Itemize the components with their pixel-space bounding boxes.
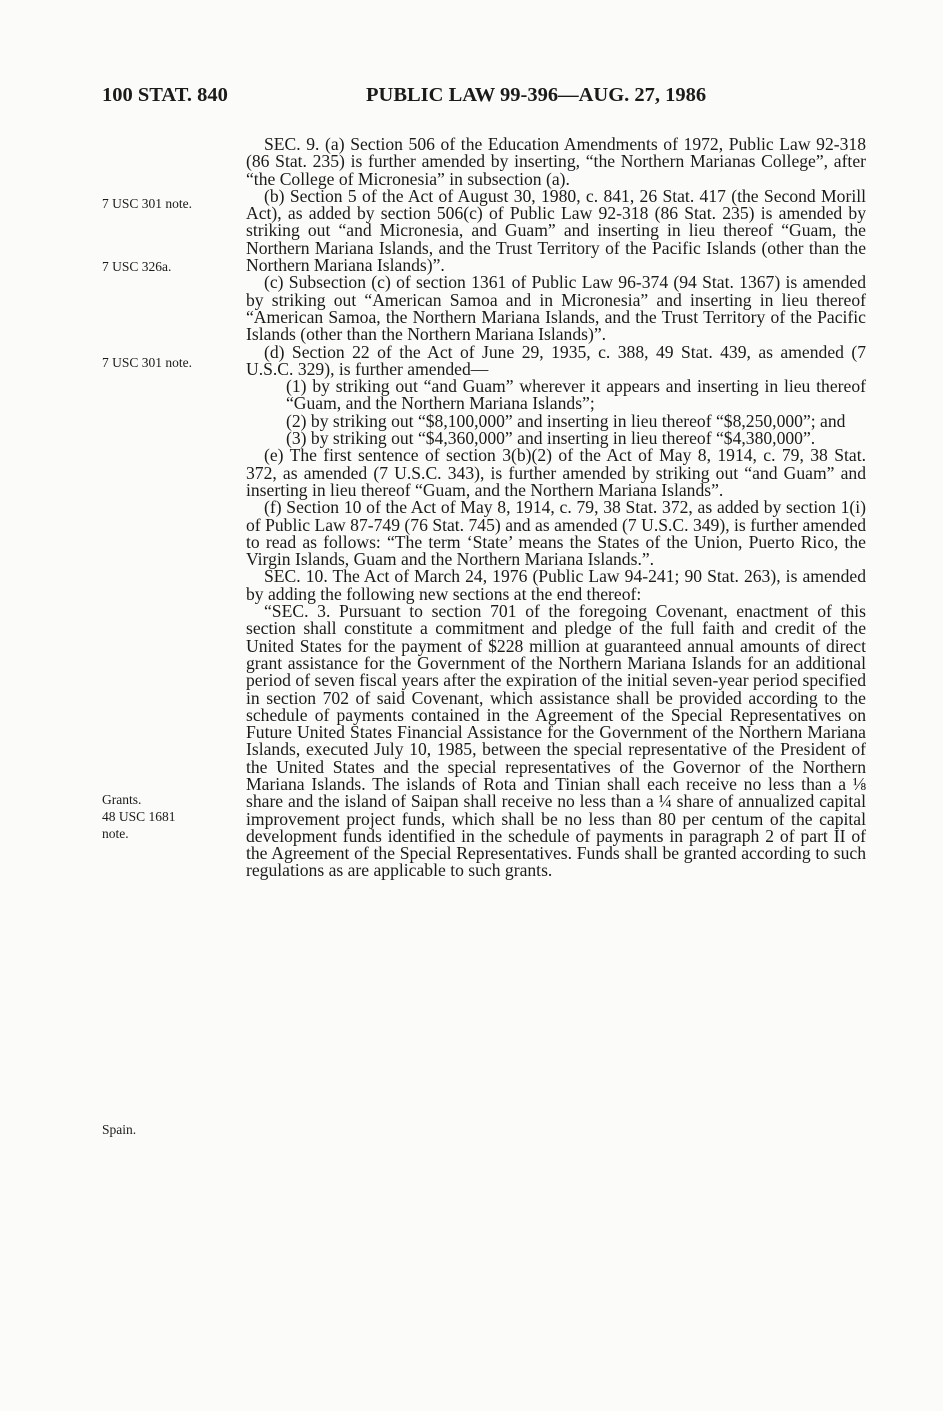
section-3-quoted: “SEC. 3. Pursuant to section 701 of the foregoing Covenant, enactment of this section shall constitute a commitment and pledge of the full faith and credit of the United States for the payment of $228 million at guaranteed annual amounts of direct grant assistance for the Government of the Northern Mariana Islands for an additional period of seven fiscal years after the expiration of the initial seven-year period specified in section 702 of said Covenant, which assistance shall be provided according to the schedule of payments contained in the Agreement of the Special Representatives on Future United States Financial Assistance for the Government of the Northern Mariana Islands, executed July 10, 1985, between the special representative of the President of the United States and the special representatives of the Governor of the Northern Mariana Islands. The islands of Rota and Tinian shall each receive no less than a ⅛ share and the island of Saipan shall receive no less than a ¼ share of annualized capital improvement project funds, which shall be no less than 80 per centum of the capital development funds identified in the schedule of payments in paragraph 2 of part II of the Agreement of the Special Representatives. Funds shall be granted according to such regulations as are applicable to such grants.: [246, 601, 866, 881]
margin-note: 7 USC 326a.: [102, 259, 172, 274]
body-text: [246, 136, 866, 880]
section-9-d-3: (3) by striking out “$4,360,000” and inserting in lieu thereof “$4,380,000”.: [286, 428, 816, 449]
stat-page-number: 100 STAT. 840: [102, 84, 228, 106]
page-header: [102, 84, 862, 114]
section-9-d-1: (1) by striking out “and Guam” wherever it appears and inserting in lieu thereof “Guam, and the Northern Mariana Islands”;: [286, 376, 866, 414]
section-9-f: (f) Section 10 of the Act of May 8, 1914, c. 79, 38 Stat. 372, as added by section 1(i) of Public Law 87-749 (76 Stat. 745) and as amended (7 U.S.C. 349), is further amended to read as follows: “The term ‘State’ means the States of the Union, Puerto Rico, the Virgin Islands, Guam and the Northern Mariana Islands.”.: [246, 497, 866, 570]
margin-note: Grants. 48 USC 1681 note.: [102, 792, 176, 841]
section-9-a: SEC. 9. (a) Section 506 of the Education Amendments of 1972, Public Law 92-318 (86 Stat. 235) is further amended by inserting, “the Northern Marianas College”, after “the College of Micronesia” in subsection (a).: [246, 134, 866, 189]
section-9-c: (c) Subsection (c) of section 1361 of Public Law 96-374 (94 Stat. 1367) is amended by striking out “American Samoa and in Micronesia” and inserting in lieu thereof “American Samoa, the Northern Mariana Islands, and the Trust Territory of the Pacific Islands (other than the Northern Mariana Islands)”.: [246, 272, 866, 345]
margin-note: Spain.: [102, 1122, 137, 1137]
section-9-d-2: (2) by striking out “$8,100,000” and inserting in lieu thereof “$8,250,000”; and: [286, 410, 846, 431]
section-10: SEC. 10. The Act of March 24, 1976 (Public Law 94-241; 90 Stat. 263), is amended by adding the following new sections at the end thereof:: [246, 566, 866, 604]
margin-note: 7 USC 301 note.: [102, 196, 193, 211]
section-9-d: (d) Section 22 of the Act of June 29, 1935, c. 388, 49 Stat. 439, as amended (7 U.S.C. 329), is further amended—: [246, 341, 866, 379]
section-9-b: (b) Section 5 of the Act of August 30, 1980, c. 841, 26 Stat. 417 (the Second Morill Act), as added by section 506(c) of Public Law 92-318 (86 Stat. 235) is amended by striking out “and Micronesia, and Guam” and inserting in lieu thereof “Guam, the Northern Mariana Islands, and the Trust Territory of the Pacific Islands (other than the Northern Mariana Islands)”.: [246, 185, 866, 276]
public-law-title: PUBLIC LAW 99-396—AUG. 27, 1986: [366, 84, 707, 106]
section-9-e: (e) The first sentence of section 3(b)(2) of the Act of May 8, 1914, c. 79, 38 Stat. 372, as amended (7 U.S.C. 343), is further amended by striking out “and Guam” and inserting in lieu thereof “Guam, and the Northern Mariana Islands”.: [246, 445, 866, 500]
margin-note: 7 USC 301 note.: [102, 355, 193, 370]
